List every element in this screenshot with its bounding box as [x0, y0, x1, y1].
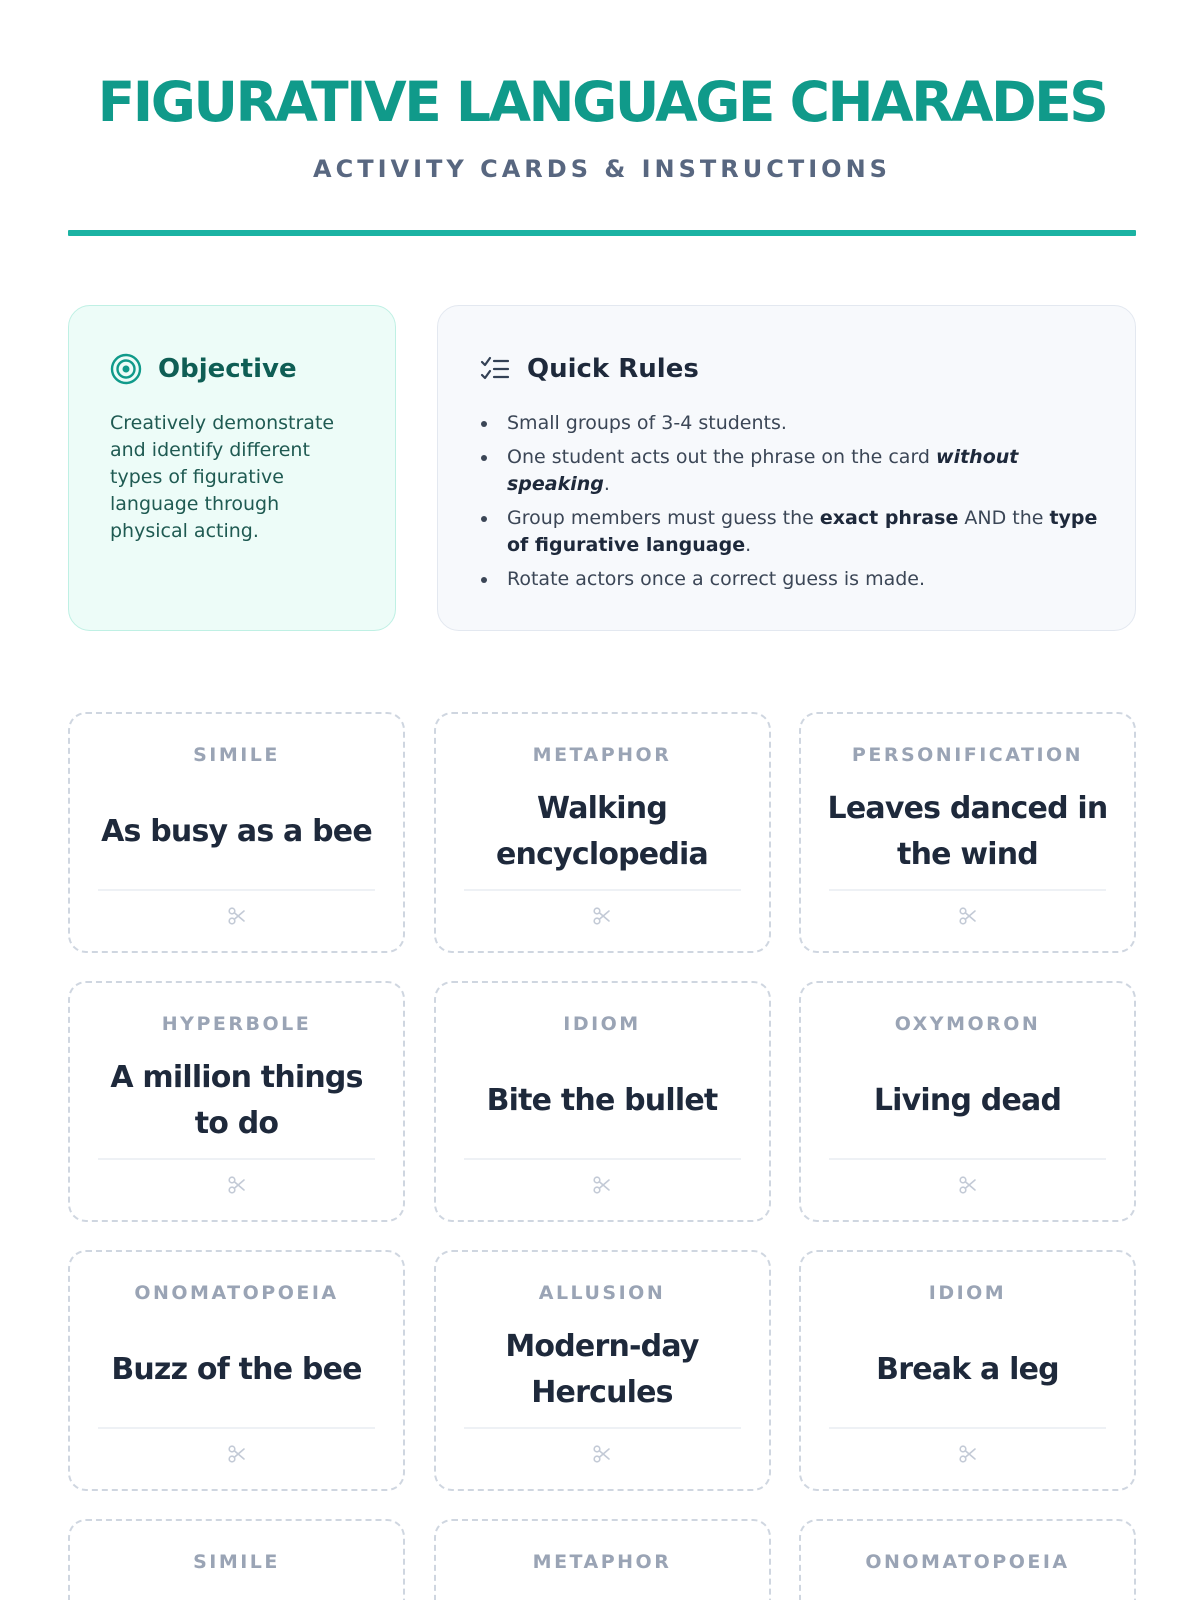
rule-item — [479, 566, 1099, 593]
objective-title: Objective — [158, 354, 297, 384]
objective-text: Creatively demonstrate and identify different types of figurative language through physical acting. — [110, 412, 335, 542]
rules-header — [479, 349, 699, 389]
card-phrase-area — [823, 1316, 1112, 1424]
card-divider — [829, 889, 1106, 891]
card-category: PERSONIFICATION — [851, 744, 1084, 766]
activity-card — [68, 1250, 405, 1491]
scissors-icon — [801, 904, 1134, 928]
rule-text: Group members must guess the — [507, 507, 820, 529]
rules-list — [479, 410, 1099, 600]
page-subtitle: ACTIVITY CARDS & INSTRUCTIONS — [313, 155, 891, 183]
card-phrase-area — [92, 1316, 381, 1424]
card-phrase-area — [823, 778, 1112, 886]
rule-item — [479, 505, 1099, 559]
card-category: ALLUSION — [538, 1282, 666, 1304]
card-phrase: Walking encyclopedia — [496, 791, 708, 872]
card-category: HYPERBOLE — [161, 1013, 312, 1035]
card-phrase-area — [458, 1047, 747, 1155]
activity-card — [434, 981, 771, 1222]
scissors-icon — [70, 1173, 403, 1197]
card-category: OXYMORON — [894, 1013, 1041, 1035]
rule-text: type of figurative language — [507, 507, 1098, 556]
rule-item — [479, 410, 1099, 437]
objective-header — [110, 349, 297, 389]
scissors-icon — [436, 904, 769, 928]
card-category: SIMILE — [193, 744, 280, 766]
card-divider — [464, 1158, 741, 1160]
card-phrase-area — [823, 1047, 1112, 1155]
card-phrase-area — [823, 1585, 1112, 1600]
card-phrase: A million things to do — [110, 1060, 363, 1141]
rule-text: . — [603, 473, 610, 495]
card-phrase: Modern-day Hercules — [505, 1329, 699, 1410]
card-divider — [98, 1427, 375, 1429]
card-category: METAPHOR — [532, 1551, 672, 1573]
card-divider — [464, 889, 741, 891]
page-title: FIGURATIVE LANGUAGE CHARADES — [97, 70, 1107, 134]
rule-text: Small groups of 3-4 students. — [507, 412, 787, 434]
rule-text: One student acts out the phrase on the card — [507, 446, 937, 468]
card-phrase-area — [92, 1047, 381, 1155]
card-phrase: Buzz of the bee — [111, 1352, 362, 1387]
card-category: IDIOM — [928, 1282, 1007, 1304]
activity-card — [799, 981, 1136, 1222]
card-phrase: Break a leg — [876, 1352, 1059, 1387]
rules-panel — [437, 305, 1136, 631]
card-phrase-area — [92, 1585, 381, 1600]
rule-text: Rotate actors once a correct guess is made. — [507, 568, 926, 590]
scissors-icon — [801, 1173, 1134, 1197]
card-category: ONOMATOPOEIA — [865, 1551, 1070, 1573]
rule-text: . — [745, 534, 752, 556]
card-phrase: Living dead — [873, 1083, 1062, 1118]
header-divider — [68, 230, 1136, 236]
card-divider — [98, 889, 375, 891]
activity-card — [434, 1250, 771, 1491]
card-phrase: Bite the bullet — [486, 1083, 718, 1118]
scissors-icon — [436, 1442, 769, 1466]
scissors-icon — [70, 904, 403, 928]
rule-text: AND the — [958, 507, 1050, 529]
card-phrase-area — [458, 1585, 747, 1600]
card-divider — [98, 1158, 375, 1160]
card-divider — [464, 1427, 741, 1429]
card-phrase-area — [458, 778, 747, 886]
activity-card — [799, 1519, 1136, 1600]
activity-card — [799, 712, 1136, 953]
rule-text: exact phrase — [819, 507, 959, 529]
rule-item — [479, 444, 1099, 498]
card-category: ONOMATOPOEIA — [134, 1282, 339, 1304]
activity-card — [68, 712, 405, 953]
card-phrase-area — [92, 778, 381, 886]
card-category: METAPHOR — [532, 744, 672, 766]
scissors-icon — [70, 1442, 403, 1466]
card-phrase: As busy as a bee — [101, 814, 372, 849]
checklist-icon — [479, 353, 511, 385]
activity-card — [68, 1519, 405, 1600]
card-divider — [829, 1158, 1106, 1160]
activity-card — [434, 1519, 771, 1600]
activity-card — [434, 712, 771, 953]
card-category: IDIOM — [563, 1013, 641, 1035]
activity-card — [68, 981, 405, 1222]
objective-panel — [68, 305, 396, 631]
card-phrase: Leaves danced in the wind — [827, 791, 1108, 872]
rules-title: Quick Rules — [527, 354, 699, 384]
activity-card — [799, 1250, 1136, 1491]
card-phrase-area — [458, 1316, 747, 1424]
card-category: SIMILE — [193, 1551, 280, 1573]
target-icon — [110, 353, 142, 385]
scissors-icon — [436, 1173, 769, 1197]
card-divider — [829, 1427, 1106, 1429]
scissors-icon — [801, 1442, 1134, 1466]
rule-text: without speaking — [507, 446, 1019, 495]
